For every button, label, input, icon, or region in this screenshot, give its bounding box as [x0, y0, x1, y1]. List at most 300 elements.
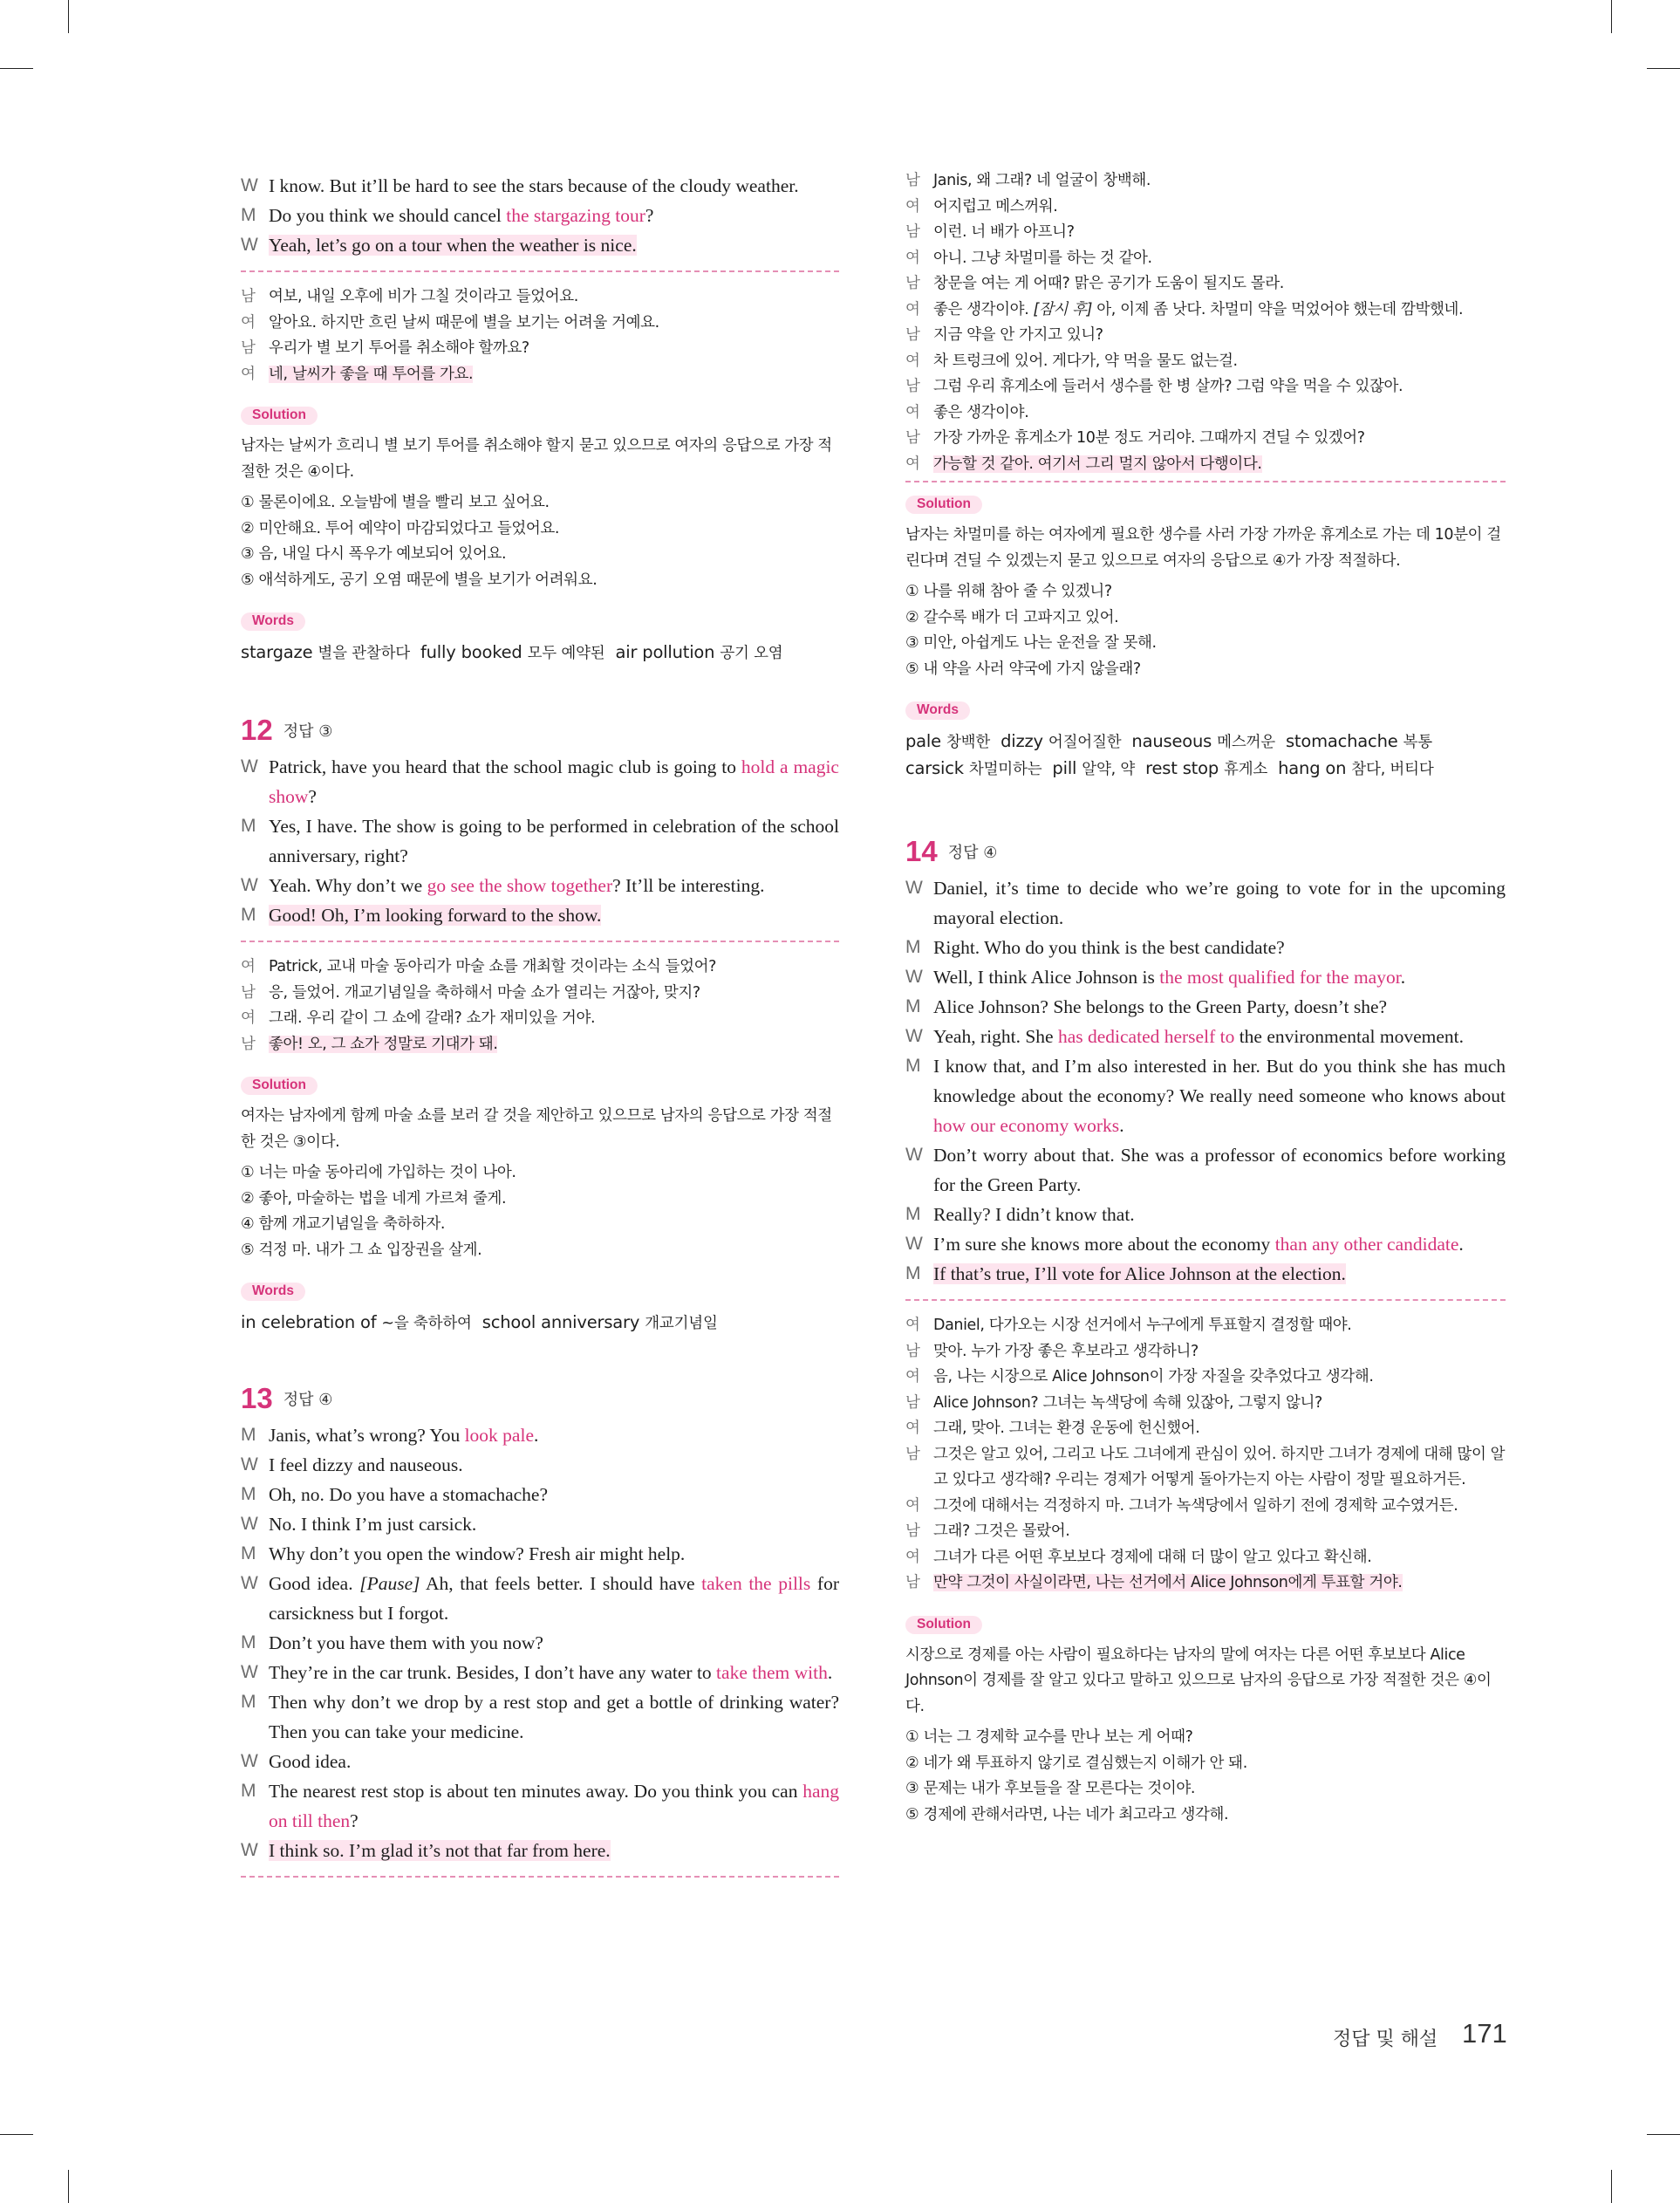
speaker-tag: M [905, 937, 921, 957]
speaker-tag: 남 [905, 172, 920, 189]
dialogue [241, 752, 839, 930]
speaker-tag: 남 [905, 429, 920, 447]
line-text [933, 1056, 1506, 1136]
option-item: ② 좋아, 마술하는 법을 네게 가르쳐 줄게. [241, 1189, 507, 1208]
translation-line [905, 1339, 1506, 1365]
dialogue [905, 873, 1506, 1289]
line-text [933, 1522, 1069, 1540]
option-list [241, 490, 839, 593]
dialogue-line [241, 871, 839, 900]
line-text [933, 1343, 1199, 1360]
footer-section-label: 정답 및 해설 [1333, 2029, 1438, 2050]
word-list [905, 756, 1506, 783]
text-segment: They’re in the car trunk. Besides, I don’t have any water to [269, 1662, 717, 1683]
divider [905, 481, 1506, 482]
translation-line [241, 284, 839, 311]
text-segment: 그래. 우리 같이 그 쇼에 갈래? 쇼가 재미있을 거야. [269, 1009, 596, 1027]
word-english: carsick [905, 758, 964, 778]
line-text [933, 172, 1151, 189]
line-text [933, 996, 1387, 1017]
line-text [933, 967, 1405, 988]
translation-line [905, 1391, 1506, 1417]
text-segment: Alice Johnson? She belongs to the Green Party, doesn’t she? [933, 996, 1388, 1017]
text-segment: Then why don’t we drop by a rest stop and get a bottle of drinking water? Then you can take your medicine. [269, 1692, 839, 1742]
word-korean: 개교기념일 [645, 1315, 718, 1332]
speaker-tag: W [241, 235, 258, 255]
option-item: ④ 함께 개교기념일을 축하하자. [241, 1215, 445, 1233]
speaker-tag: W [241, 1662, 258, 1682]
speaker-tag: M [241, 1484, 256, 1504]
text-segment: . [1119, 1115, 1124, 1136]
word-korean: 별을 관찰하다 [318, 645, 410, 662]
text-segment: for carsickness but I forgot. [269, 1573, 839, 1624]
speaker-tag: W [905, 1026, 923, 1046]
divider [241, 1876, 839, 1878]
speaker-tag: 여 [905, 1368, 920, 1385]
text-segment: Good idea. [269, 1751, 352, 1772]
speaker-tag: W [241, 1751, 258, 1771]
speaker-tag: 여 [241, 1009, 256, 1027]
text-segment: Ah, that feels better. I should have [420, 1573, 702, 1594]
speaker-tag: M [241, 1692, 256, 1712]
divider [241, 270, 839, 272]
word-english: school anniversary [481, 1312, 640, 1332]
line-text [933, 878, 1506, 928]
dialogue-line [241, 1836, 839, 1865]
answer-highlight: I think so. I’m glad it’s not that far from here. [269, 1840, 611, 1861]
line-text [933, 404, 1028, 421]
line-text [269, 366, 473, 383]
translation-line [905, 1570, 1506, 1597]
text-segment: 그녀가 다른 어떤 후보보다 경제에 대해 더 많이 알고 있다고 확신해. [933, 1548, 1372, 1566]
word-korean: 공기 오염 [720, 645, 783, 662]
speaker-tag: 여 [241, 958, 256, 975]
line-text [933, 1234, 1464, 1255]
dialogue-line [905, 873, 1506, 933]
stage-direction: [잠시 후] [1033, 300, 1093, 318]
word-english: nauseous [1131, 731, 1212, 751]
speaker-tag: W [241, 1840, 258, 1860]
dialogue-line [241, 1658, 839, 1687]
dialogue-line [905, 1022, 1506, 1051]
speaker-tag: M [241, 1425, 256, 1445]
key-phrase: take them with [716, 1662, 828, 1683]
question-number: 14 [905, 835, 938, 867]
question-number: 12 [241, 714, 273, 746]
text-segment: the environmental movement. [1234, 1026, 1465, 1047]
option-item: ⑤ 경제에 관해서라면, 나는 네가 최고라고 생각해. [905, 1805, 1229, 1823]
answer-highlight: If that’s true, I’ll vote for Alice Johnson at the election. [933, 1263, 1346, 1284]
line-text [269, 288, 578, 305]
text-segment: 차 트렁크에 있어. 게다가, 약 먹을 물도 없는걸. [933, 352, 1238, 370]
key-phrase: has dedicated herself to [1057, 1026, 1235, 1047]
speaker-tag: M [241, 1543, 256, 1563]
speaker-tag: 남 [905, 1393, 920, 1412]
option-list [905, 579, 1506, 682]
key-phrase: the stargazing tour [506, 205, 645, 226]
word-english: air pollution [615, 642, 715, 662]
key-phrase: how our economy works [933, 1115, 1120, 1136]
word-entry [615, 642, 782, 662]
translation-line [905, 1519, 1506, 1545]
translation-line [241, 336, 839, 362]
speaker-tag: 여 [241, 365, 256, 383]
solution-text: 남자는 차멀미를 하는 여자에게 필요한 생수를 사러 가장 가까운 휴게소로 가는 데 10분이 걸린다며 견딜 수 있겠는지 묻고 있으므로 여자의 응답으로 ④가 가장 적절하다. [905, 526, 1501, 570]
line-text [933, 250, 1152, 267]
word-entry [482, 1312, 718, 1332]
speaker-tag: 남 [241, 1035, 256, 1053]
dialogue-line [241, 1569, 839, 1628]
word-korean: 차멀미하는 [968, 761, 1042, 778]
text-segment: 아니. 그냥 차멀미를 하는 것 같아. [933, 249, 1152, 267]
translation-line [905, 374, 1506, 400]
speaker-tag: W [905, 1234, 923, 1254]
text-segment: 그것은 알고 있어, 그리고 나도 그녀에게 관심이 있어. 하지만 그녀가 경제에 대해 많이 알고 있다고 생각해? 우리는 경제가 어떻게 돌아가는지 아는 사람이 정말 필요하거든. [933, 1445, 1506, 1488]
line-text [933, 1574, 1403, 1591]
speaker-tag: 남 [241, 983, 256, 1002]
speaker-tag: 여 [905, 249, 920, 267]
text-segment: 아, 이제 좀 낫다. 차멀미 약을 먹었어야 했는데 깜박했네. [1092, 300, 1464, 318]
translation-line [905, 426, 1506, 452]
solution-label: Solution [905, 1616, 982, 1634]
text-segment: Well, I think Alice Johnson is [933, 967, 1160, 988]
line-text [933, 1263, 1346, 1284]
line-text [269, 314, 659, 332]
dialogue-line [905, 992, 1506, 1022]
speaker-tag: W [905, 967, 923, 987]
option-item: ⑤ 내 약을 사러 약국에 가지 않을래? [905, 660, 1141, 678]
dialogue-line [241, 1687, 839, 1747]
translation [905, 1313, 1506, 1597]
line-text [933, 223, 1075, 241]
dialogue-line [241, 1509, 839, 1539]
text-segment: ? It’ll be interesting. [612, 875, 765, 896]
text-segment: Why don’t you open the window? Fresh air might help. [269, 1543, 686, 1564]
text-segment: Yes, I have. The show is going to be performed in celebration of the school anniversary, right? [269, 816, 839, 866]
key-phrase: hang on till then [269, 1781, 839, 1831]
text-segment: I’m sure she knows more about the economy [933, 1234, 1275, 1255]
speaker-tag: 남 [905, 275, 920, 292]
dialogue-line [905, 1259, 1506, 1289]
word-english: stargaze [241, 642, 313, 662]
answer-highlight: 만약 그것이 사실이라면, 나는 선거에서 Alice Johnson에게 투표할 거야. [933, 1574, 1403, 1591]
speaker-tag: M [905, 996, 921, 1016]
word-korean: 모두 예약된 [527, 645, 605, 662]
solution-text: 시장으로 경제를 아는 사람이 필요하다는 남자의 말에 여자는 다른 어떤 후보보다 Alice Johnson이 경제를 잘 알고 있다고 말하고 있으므로 남자의 응답으로 가장 적절한 것은 ④이다. [905, 1645, 1492, 1715]
text-segment: I know that, and I’m also interested in her. But do you think she has much knowledge about the economy? We really need someone who knows about [933, 1056, 1506, 1106]
line-text [269, 205, 653, 226]
speaker-tag: M [241, 205, 256, 225]
word-korean: 창백한 [946, 734, 991, 751]
question-header [905, 835, 1506, 868]
solution-text: 여자는 남자에게 함께 마술 쇼를 보러 갈 것을 제안하고 있으므로 남자의 응답으로 가장 적절한 것은 ③이다. [241, 1107, 832, 1151]
dialogue-line [241, 811, 839, 871]
dialogue-line [905, 933, 1506, 962]
crop-mark [1611, 2170, 1612, 2203]
option-item: ⑤ 걱정 마. 내가 그 쇼 입장권을 살게. [241, 1241, 482, 1259]
speaker-tag: 여 [905, 1317, 920, 1334]
dialogue-line [241, 171, 839, 201]
answer-key: 정답 ④ [947, 844, 998, 862]
word-entry [1131, 731, 1275, 751]
translation-line [241, 1032, 839, 1058]
translation-line [905, 271, 1506, 298]
line-text [269, 958, 716, 975]
crop-mark [1611, 0, 1612, 33]
line-text [933, 301, 1463, 318]
line-text [269, 905, 601, 926]
speaker-tag: 남 [905, 1574, 920, 1591]
translation-line [905, 1545, 1506, 1571]
solution-label: Solution [241, 1077, 318, 1095]
word-korean: 참다, 버티다 [1351, 761, 1434, 778]
dialogue [241, 1420, 839, 1865]
option-item: ① 나를 위해 참아 줄 수 있겠니? [905, 583, 1112, 600]
word-english: hang on [1278, 758, 1347, 778]
translation-line [905, 246, 1506, 272]
word-list [241, 1310, 839, 1337]
translation-line [905, 1416, 1506, 1442]
translation-line [905, 1313, 1506, 1339]
dialogue-line [241, 1420, 839, 1450]
key-phrase: than any other candidate [1274, 1234, 1459, 1255]
line-text [269, 1009, 595, 1027]
text-segment: Daniel, 다가오는 시장 선거에서 누구에게 투표할지 결정할 때야. [933, 1317, 1352, 1334]
answer-highlight: 가능할 것 같아. 여기서 그리 멀지 않아서 다행이다. [933, 455, 1262, 473]
translation-line [905, 323, 1506, 349]
option-item: ② 미안해요. 투어 예약이 마감되었다고 들었어요. [241, 519, 560, 537]
text-segment: I know. But it’ll be hard to see the stars because of the cloudy weather. [269, 175, 799, 196]
speaker-tag: 여 [905, 197, 920, 216]
crop-mark [0, 68, 33, 69]
line-text [269, 1573, 839, 1624]
answer-highlight: 좋아! 오, 그 쇼가 정말로 기대가 돼. [269, 1035, 498, 1053]
option-item: ① 물론이에요. 오늘밤에 별을 빨리 보고 싶어요. [241, 494, 550, 511]
text-segment: Do you think we should cancel [269, 205, 507, 226]
solution-label: Solution [241, 407, 318, 425]
line-text [933, 1497, 1458, 1515]
dialogue-line [241, 1776, 839, 1836]
translation-line [905, 452, 1506, 478]
line-text [269, 1751, 351, 1772]
translation [241, 954, 839, 1057]
word-korean: 알약, 약 [1082, 761, 1136, 778]
words-label: Words [241, 1283, 305, 1301]
word-entry [1145, 758, 1267, 778]
answer-key: 정답 ④ [283, 1391, 333, 1409]
dialogue-line [905, 1140, 1506, 1200]
speaker-tag: W [905, 878, 923, 898]
right-column [905, 168, 1506, 1828]
dialogue [241, 171, 839, 260]
text-segment: 지금 약을 안 가지고 있니? [933, 326, 1103, 344]
word-english: rest stop [1145, 758, 1219, 778]
text-segment: . [1458, 1234, 1464, 1255]
option-item: ③ 문제는 내가 후보들을 잘 모른다는 것이야. [905, 1780, 1196, 1797]
translation-line [241, 311, 839, 337]
translation-line [905, 1494, 1506, 1520]
line-text [269, 1514, 476, 1535]
line-text [269, 756, 839, 807]
line-text [269, 1036, 497, 1053]
text-segment: . [1400, 967, 1406, 988]
translation-line [905, 349, 1506, 375]
speaker-tag: W [241, 1573, 258, 1593]
speaker-tag: M [905, 1204, 921, 1224]
line-text [269, 816, 839, 866]
option-item: ③ 음, 내일 다시 폭우가 예보되어 있어요. [241, 545, 507, 563]
key-phrase: taken the pills [701, 1573, 811, 1594]
word-entry [420, 642, 605, 662]
crop-mark [1647, 68, 1680, 69]
word-korean: 휴게소 [1224, 761, 1268, 778]
speaker-tag: 여 [905, 403, 920, 421]
line-text [933, 198, 1057, 216]
line-text [269, 1425, 538, 1446]
speaker-tag: W [241, 175, 258, 195]
crop-mark [1647, 2134, 1680, 2135]
line-text [269, 984, 700, 1002]
text-segment: Daniel, it’s time to decide who we’re going to vote for in the upcoming mayoral election. [933, 878, 1506, 928]
word-english: pill [1052, 758, 1077, 778]
option-item: ⑤ 애석하게도, 공기 오염 때문에 별을 보기가 어려워요. [241, 571, 598, 589]
word-english: in celebration of [241, 1312, 377, 1332]
word-korean: 메스꺼운 [1217, 734, 1275, 751]
translation-line [905, 168, 1506, 195]
speaker-tag: 남 [241, 288, 256, 305]
divider [905, 1299, 1506, 1301]
line-text [269, 235, 637, 256]
line-text [933, 275, 1284, 292]
word-entry [1052, 758, 1135, 778]
crop-mark [68, 2170, 69, 2203]
key-phrase: go see the show together [427, 875, 613, 896]
text-segment: Yeah. Why don’t we [269, 875, 427, 896]
translation-line [905, 1442, 1506, 1494]
words-label: Words [241, 612, 305, 631]
speaker-tag: 남 [905, 1522, 920, 1540]
speaker-tag: W [241, 1454, 258, 1474]
line-text [933, 455, 1262, 473]
text-segment: 창문을 여는 게 어때? 맑은 공기가 도움이 될지도 몰라. [933, 275, 1284, 292]
word-entry [905, 731, 990, 751]
solution-label: Solution [905, 496, 982, 514]
key-phrase: hold a magic show [269, 756, 839, 807]
line-text [269, 1840, 611, 1861]
line-text [269, 1632, 543, 1653]
translation-line [905, 400, 1506, 427]
speaker-tag: M [241, 905, 256, 925]
line-text [933, 937, 1285, 958]
speaker-tag: W [241, 756, 258, 777]
text-segment: Patrick, 교내 마술 동아리가 마술 쇼를 개최할 것이라는 소식 들었어? [269, 958, 716, 975]
answer-highlight: Yeah, let’s go on a tour when the weather is nice. [269, 235, 637, 256]
text-segment: Really? I didn’t know that. [933, 1204, 1135, 1225]
option-list [905, 1725, 1506, 1828]
speaker-tag: 남 [241, 339, 256, 357]
speaker-tag: 남 [905, 1445, 920, 1463]
crop-mark [68, 0, 69, 33]
speaker-tag: 여 [905, 455, 920, 473]
speaker-tag: 남 [905, 326, 920, 344]
speaker-tag: 여 [905, 300, 920, 318]
dialogue-line [905, 1051, 1506, 1140]
divider [241, 941, 839, 942]
speaker-tag: M [241, 1632, 256, 1652]
dialogue-line [241, 1539, 839, 1569]
page-number: 171 [1462, 2018, 1507, 2049]
translation-line [241, 981, 839, 1007]
dialogue-line [905, 962, 1506, 992]
text-segment: ? [645, 205, 654, 226]
dialogue-line [241, 900, 839, 930]
text-segment: 여보, 내일 오후에 비가 그칠 것이라고 들었어요. [269, 288, 578, 305]
line-text [933, 326, 1103, 344]
line-text [933, 1026, 1464, 1047]
text-segment: Yeah, right. She [933, 1026, 1058, 1047]
question-number: 13 [241, 1382, 273, 1414]
solution-text: 남자는 날씨가 흐리니 별 보기 투어를 취소해야 할지 묻고 있으므로 여자의 응답으로 가장 적절한 것은 ④이다. [241, 437, 832, 481]
line-text [933, 1368, 1373, 1385]
text-segment: The nearest rest stop is about ten minutes away. Do you think you can [269, 1781, 803, 1802]
speaker-tag: 여 [905, 1420, 920, 1437]
speaker-tag: W [241, 1514, 258, 1534]
text-segment: 그것에 대해서는 걱정하지 마. 그녀가 녹색당에서 일하기 전에 경제학 교수였거든. [933, 1496, 1458, 1515]
dialogue-line [241, 1628, 839, 1658]
answer-key: 정답 ③ [283, 722, 333, 741]
line-text [269, 875, 764, 896]
line-text [269, 1454, 463, 1475]
text-segment: No. I think I’m just carsick. [269, 1514, 477, 1535]
word-korean: ~을 축하하여 [381, 1315, 472, 1332]
question-header [241, 714, 839, 747]
text-segment: 어지럽고 메스꺼워. [933, 197, 1058, 216]
line-text [933, 1420, 1199, 1437]
translation-line [905, 195, 1506, 221]
stage-direction: [Pause] [359, 1573, 420, 1594]
line-text [933, 1204, 1135, 1225]
speaker-tag: 여 [905, 352, 920, 370]
line-text [933, 1549, 1371, 1566]
dialogue-line [241, 1450, 839, 1480]
text-segment: I feel dizzy and nauseous. [269, 1454, 463, 1475]
word-entry [241, 1312, 472, 1332]
word-list [241, 640, 839, 667]
speaker-tag: 여 [905, 1496, 920, 1515]
translation [905, 168, 1506, 477]
text-segment: Patrick, have you heard that the school magic club is going to [269, 756, 741, 777]
text-segment: 알아요. 하지만 흐린 날씨 때문에 별을 보기는 어려울 거예요. [269, 313, 659, 332]
text-segment: ? [350, 1810, 359, 1831]
text-segment: 그럼 우리 휴게소에 들러서 생수를 한 병 살까? 그럼 약을 먹을 수 있잖아. [933, 378, 1403, 395]
word-entry [905, 758, 1041, 778]
text-segment: Right. Who do you think is the best candidate? [933, 937, 1285, 958]
line-text [933, 1317, 1351, 1334]
option-item: ① 너는 그 경제학 교수를 만나 보는 게 어때? [905, 1728, 1193, 1746]
translation-line [241, 362, 839, 388]
line-text [933, 352, 1238, 370]
answer-highlight: 네, 날씨가 좋을 때 투어를 가요. [269, 365, 474, 383]
line-text [933, 1446, 1505, 1489]
option-item: ② 갈수록 배가 더 고파지고 있어. [905, 608, 1119, 626]
key-phrase: look pale [464, 1425, 534, 1446]
text-segment: 맞아. 누가 가장 좋은 후보라고 생각하니? [933, 1342, 1199, 1360]
text-segment: 그래, 맞아. 그녀는 환경 운동에 헌신했어. [933, 1420, 1200, 1437]
line-text [933, 1145, 1506, 1195]
speaker-tag: 여 [905, 1548, 920, 1566]
text-segment: Alice Johnson? 그녀는 녹색당에 속해 있잖아, 그렇지 않니? [933, 1393, 1322, 1412]
text-segment: Good idea. [269, 1573, 360, 1594]
